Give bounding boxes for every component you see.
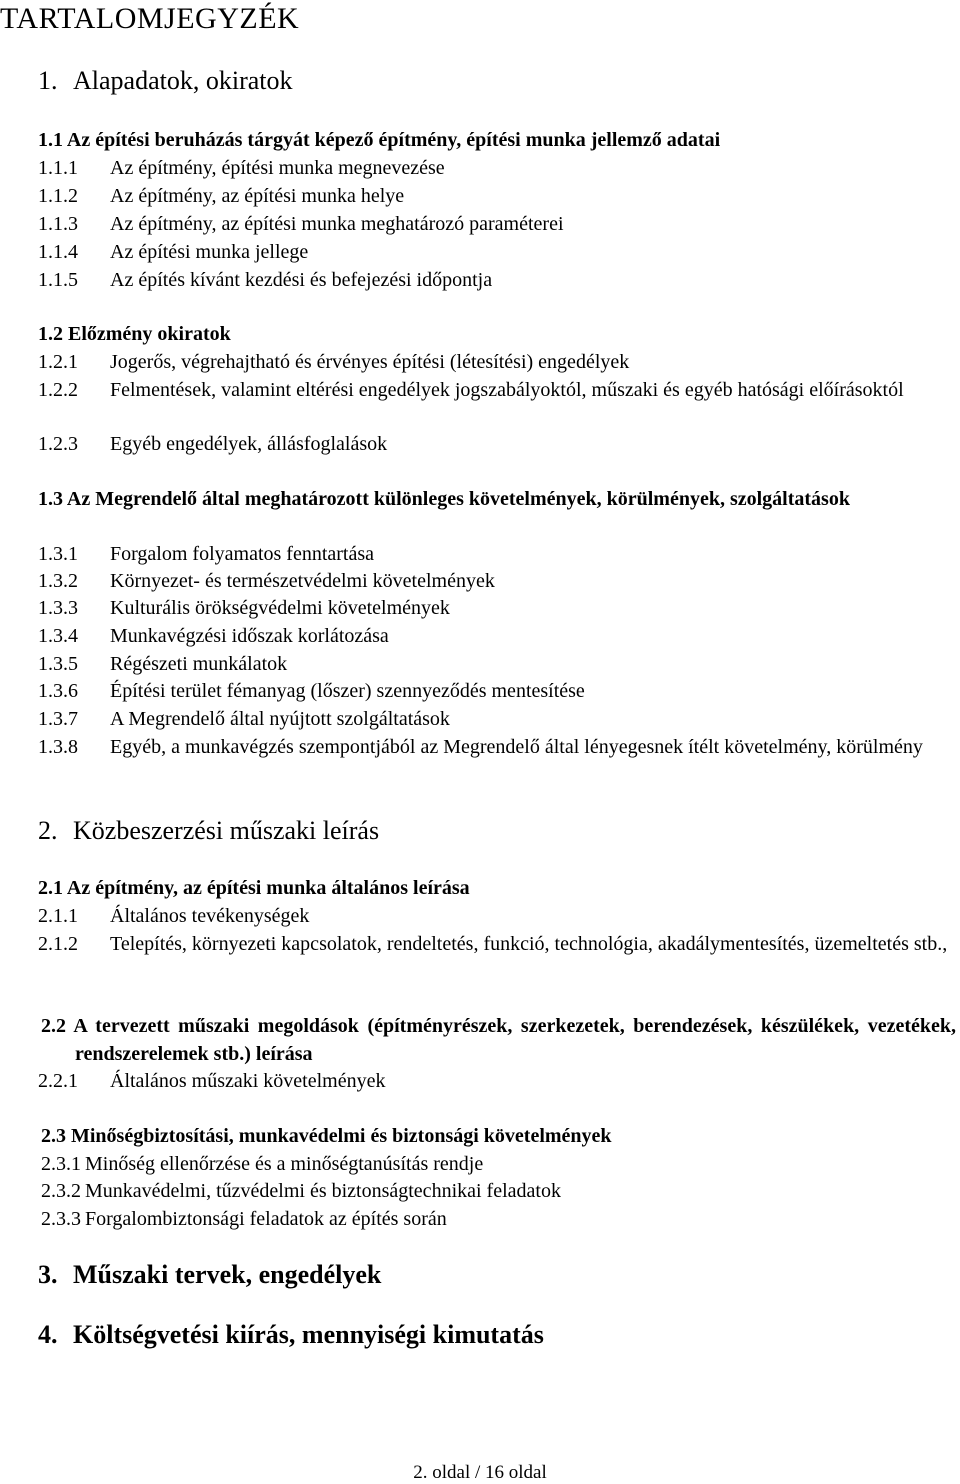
section-1-2-heading: 1.2 Előzmény okiratok (38, 323, 231, 345)
page-title: TARTALOMJEGYZÉK (0, 2, 300, 35)
toc-entry (41, 1205, 959, 1233)
toc-entry-number: 1.2.1 (38, 351, 78, 373)
toc-entry (38, 1067, 956, 1095)
toc-entry-text: Az építési munka jellege (110, 241, 309, 263)
toc-entry-text: Jogerős, végrehajtható és érvényes építési (létesítési) engedélyek (110, 351, 630, 373)
toc-entry-text: Egyéb, a munkavégzés szempontjából az Megrendelő által lényegesnek ítélt követelmény, körülmény (110, 736, 923, 758)
toc-entry-text: Építési terület fémanyag (lőszer) szennyeződés mentesítése (110, 680, 585, 702)
toc-entry (38, 902, 956, 930)
toc-entry-number: 2.1.2 (38, 933, 78, 955)
toc-entry-number: 1.1.1 (38, 157, 78, 179)
toc-entry (38, 677, 956, 705)
toc-entry-text: Általános tevékenységek (110, 905, 310, 927)
chapter-label: Műszaki tervek, engedélyek (73, 1260, 382, 1289)
chapter-3-heading (38, 1260, 381, 1290)
toc-entry-text: Kulturális örökségvédelmi követelmények (110, 597, 450, 619)
toc-entry-number: 1.3.5 (38, 653, 78, 675)
toc-entry (38, 182, 956, 210)
section-1-1-heading: 1.1 Az építési beruházás tárgyát képező építmény, építési munka jellemző adatai (38, 129, 721, 151)
toc-entry-text: Telepítés, környezeti kapcsolatok, rendeltetés, funkció, technológia, akadálymentesítés, üzemeltetés stb., (110, 933, 948, 955)
chapter-number: 2. (38, 816, 58, 845)
toc-entry (38, 348, 956, 376)
toc-entry-text: Munkavédelmi, tűzvédelmi és biztonságtechnikai feladatok (85, 1180, 561, 1202)
page-footer (0, 1462, 960, 1484)
toc-entry-text: Környezet- és természetvédelmi követelmények (110, 570, 495, 592)
toc-entry-number: 1.1.2 (38, 185, 78, 207)
toc-entry-number: 1.2.3 (38, 433, 78, 455)
toc-entry-number: 1.3.2 (38, 570, 78, 592)
toc-entry (38, 705, 956, 733)
chapter-number: 1. (38, 66, 58, 95)
chapter-label: Költségvetési kiírás, mennyiségi kimutatás (73, 1320, 544, 1349)
toc-entry-text: Régészeti munkálatok (110, 653, 288, 675)
chapter-number: 4. (38, 1320, 58, 1349)
toc-entry-text: Forgalom folyamatos fenntartása (110, 543, 375, 565)
toc-entry (38, 266, 956, 294)
section-2-3-heading: 2.3 Minőségbiztosítási, munkavédelmi és biztonsági követelmények (41, 1125, 612, 1147)
section-2-1-heading: 2.1 Az építmény, az építési munka általános leírása (38, 877, 470, 899)
toc-entry-number: 2.3.2 (41, 1180, 81, 1202)
section-1-3-heading: 1.3 Az Megrendelő által meghatározott különleges követelmények, körülmények, szolgáltatások (38, 488, 850, 510)
toc-entry-text: Felmentések, valamint eltérési engedélyek jogszabályoktól, műszaki és egyéb hatósági előírásoktól (110, 379, 904, 401)
toc-entry-number: 1.1.5 (38, 269, 78, 291)
toc-entry (38, 594, 956, 622)
toc-entry-text: Az építés kívánt kezdési és befejezési időpontja (110, 269, 493, 291)
toc-entry (41, 1150, 959, 1178)
chapter-1-heading (38, 66, 293, 96)
chapter-label: Közbeszerzési műszaki leírás (73, 816, 380, 845)
toc-entry-text: Minőség ellenőrzése és a minőségtanúsítás rendje (85, 1153, 484, 1175)
toc-entry-number: 1.3.8 (38, 736, 78, 758)
toc-entry-number: 1.1.3 (38, 213, 78, 235)
toc-entry-number: 2.1.1 (38, 905, 78, 927)
toc-entry-number: 1.3.4 (38, 625, 78, 647)
toc-entry-number: 1.3.1 (38, 543, 78, 565)
toc-entry-number: 2.3.1 (41, 1153, 81, 1175)
toc-entry (41, 1177, 959, 1205)
page-number: 2. oldal / 16 oldal (413, 1462, 547, 1483)
toc-entry-text: Munkavégzési időszak korlátozása (110, 625, 389, 647)
toc-entry-number: 1.3.7 (38, 708, 78, 730)
toc-entry (38, 622, 956, 650)
toc-entry-text: Egyéb engedélyek, állásfoglalások (110, 433, 388, 455)
chapter-4-heading (38, 1320, 544, 1350)
toc-entry-number: 1.3.6 (38, 680, 78, 702)
toc-entry (38, 430, 956, 458)
section-2-2-heading: 2.2 A tervezett műszaki megoldások (építményrészek, szerkezetek, berendezések, készülékek, vezetékek, rendszerelemek stb.) leírása (41, 1015, 956, 1065)
toc-entry (38, 733, 956, 761)
chapter-2-heading (38, 816, 379, 846)
toc-entry-number: 1.3.3 (38, 597, 78, 619)
toc-entry-text: Az építmény, az építési munka helye (110, 185, 405, 207)
toc-entry-text: Az építmény, az építési munka meghatározó paraméterei (110, 213, 564, 235)
toc-entry (38, 210, 956, 238)
toc-entry-number: 2.2.1 (38, 1070, 78, 1092)
toc-entry-text: A Megrendelő által nyújtott szolgáltatások (110, 708, 450, 730)
toc-entry (38, 540, 956, 568)
toc-entry (38, 238, 956, 266)
toc-entry-number: 2.3.3 (41, 1208, 81, 1230)
toc-entry (38, 567, 956, 595)
toc-entry-number: 1.2.2 (38, 379, 78, 401)
toc-entry-text: Forgalombiztonsági feladatok az építés során (85, 1208, 447, 1230)
chapter-number: 3. (38, 1260, 58, 1289)
toc-entry (38, 650, 956, 678)
toc-entry-text: Az építmény, építési munka megnevezése (110, 157, 445, 179)
chapter-label: Alapadatok, okiratok (73, 66, 293, 95)
toc-entry (38, 376, 956, 404)
toc-entry (38, 154, 956, 182)
toc-entry-number: 1.1.4 (38, 241, 78, 263)
toc-entry-text: Általános műszaki követelmények (110, 1070, 386, 1092)
toc-entry (38, 930, 956, 958)
